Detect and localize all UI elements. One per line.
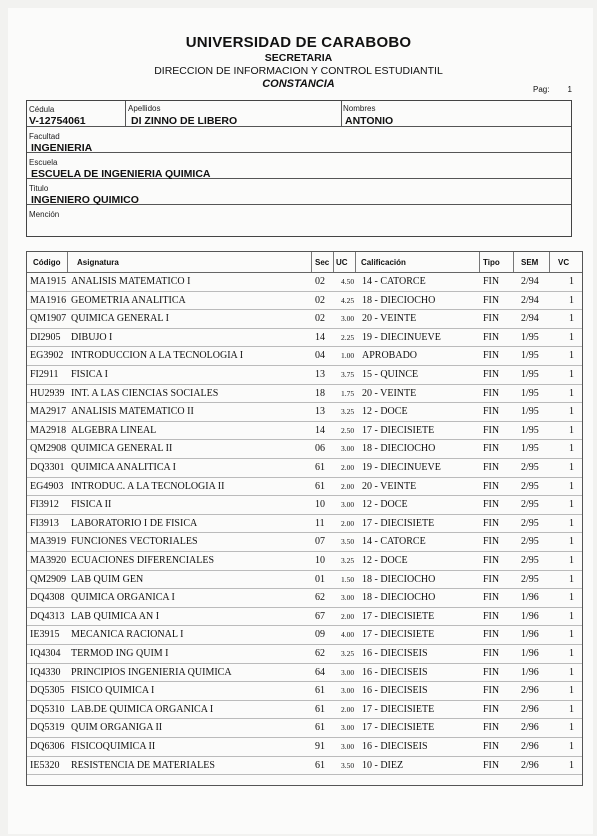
cell-asignatura: FISICO QUIMICA I	[71, 685, 155, 697]
cell-vc: 1	[569, 741, 574, 752]
cell-asignatura: LAB QUIMICA AN I	[71, 610, 160, 622]
cell-tipo: FIN	[483, 443, 500, 455]
cell-uc: 3.00	[341, 500, 355, 510]
col-vc: VC	[558, 258, 570, 267]
cell-sec: 06	[315, 443, 325, 455]
cell-uc: 3.25	[341, 649, 355, 658]
cell-sem: 2/94	[521, 294, 539, 306]
cell-codigo: DQ6306	[30, 741, 65, 752]
cell-uc: 3.50	[341, 537, 355, 547]
cell-calificacion: 18 - DIECIOCHO	[362, 592, 436, 604]
cell-sem: 1/95	[521, 369, 539, 380]
cell-uc: 2.00	[341, 704, 355, 714]
cell-tipo: FIN	[483, 629, 500, 641]
cell-asignatura: QUIMICA GENERAL I	[71, 313, 169, 325]
cell-uc: 4.00	[341, 630, 355, 640]
cell-calificacion: 14 - CATORCE	[362, 536, 426, 548]
table-row	[27, 514, 582, 534]
cell-codigo: IE5320	[30, 759, 60, 771]
cell-tipo: FIN	[483, 294, 500, 306]
cell-codigo: FI3913	[30, 517, 59, 529]
cell-sec: 91	[315, 741, 325, 752]
cell-vc: 1	[569, 443, 574, 455]
cell-sec: 09	[315, 629, 325, 641]
cell-vc: 1	[569, 685, 574, 697]
cell-vc: 1	[569, 648, 574, 659]
table-row	[27, 681, 582, 701]
cell-sem: 2/95	[521, 536, 539, 548]
cell-vc: 1	[569, 536, 574, 548]
table-row	[27, 439, 582, 459]
cell-asignatura: DIBUJO I	[71, 331, 113, 343]
divider	[513, 252, 514, 272]
cell-asignatura: ANALISIS MATEMATICO I	[71, 276, 191, 287]
nombres-label: Nombres	[343, 104, 376, 113]
divider	[311, 252, 312, 272]
cell-tipo: FIN	[483, 759, 500, 771]
cell-sec: 10	[315, 555, 325, 566]
divider	[355, 252, 356, 272]
table-row	[27, 663, 582, 683]
cell-tipo: FIN	[483, 369, 500, 380]
col-uc: UC	[336, 258, 348, 267]
table-row	[27, 532, 582, 552]
cell-codigo: IE3915	[30, 629, 60, 641]
table-row	[27, 495, 582, 515]
cell-vc: 1	[569, 369, 574, 380]
cell-asignatura: PRINCIPIOS INGENIERIA QUIMICA	[71, 666, 232, 678]
cell-asignatura: MECANICA RACIONAL I	[71, 629, 184, 641]
cell-asignatura: FISICA I	[71, 369, 108, 380]
cell-tipo: FIN	[483, 536, 500, 548]
mencion-row	[27, 205, 571, 235]
cell-vc: 1	[569, 629, 574, 641]
cell-sec: 02	[315, 313, 325, 325]
cell-tipo: FIN	[483, 517, 500, 529]
cell-uc: 3.25	[341, 556, 355, 565]
col-sem: SEM	[521, 258, 539, 267]
cell-vc: 1	[569, 294, 574, 306]
cell-uc: 2.50	[341, 425, 355, 435]
cell-vc: 1	[569, 331, 574, 343]
escuela-value: ESCUELA DE INGENIERIA QUIMICA	[31, 168, 211, 180]
table-row	[27, 737, 582, 757]
cell-tipo: FIN	[483, 276, 500, 287]
table-row	[27, 328, 582, 348]
cell-sem: 1/96	[521, 592, 539, 604]
divider	[67, 252, 68, 272]
table-row	[27, 551, 582, 571]
cell-sem: 1/96	[521, 610, 539, 622]
cell-uc: 3.00	[341, 314, 355, 324]
cell-vc: 1	[569, 480, 574, 492]
cell-asignatura: ALGEBRA LINEAL	[71, 424, 157, 436]
cell-asignatura: TERMOD ING QUIM I	[71, 648, 169, 659]
cell-vc: 1	[569, 517, 574, 529]
cell-codigo: DQ5310	[30, 703, 65, 715]
cell-uc: 3.50	[341, 760, 355, 770]
cell-asignatura: QUIMICA ORGANICA I	[71, 592, 175, 604]
cell-uc: 3.00	[341, 723, 355, 733]
department-title: DIRECCION DE INFORMACION Y CONTROL ESTUDIANTIL	[154, 65, 443, 77]
cell-uc: 2.00	[341, 518, 355, 528]
cell-sem: 2/95	[521, 555, 539, 566]
cell-sem: 2/95	[521, 462, 539, 473]
cell-uc: 1.50	[341, 574, 355, 584]
cell-sem: 1/95	[521, 350, 539, 362]
cell-calificacion: 14 - CATORCE	[362, 276, 426, 287]
cell-vc: 1	[569, 555, 574, 566]
cell-tipo: FIN	[483, 350, 500, 362]
cell-tipo: FIN	[483, 424, 500, 436]
cell-codigo: MA3919	[30, 536, 67, 548]
cell-sem: 2/95	[521, 499, 539, 511]
cell-tipo: FIN	[483, 703, 500, 715]
table-row	[27, 718, 582, 738]
table-row	[27, 607, 582, 627]
cell-calificacion: 15 - QUINCE	[362, 369, 419, 380]
cell-uc: 3.25	[341, 407, 355, 417]
cell-sem: 1/95	[521, 443, 539, 455]
col-codigo: Código	[33, 258, 61, 267]
mencion-label: Mención	[29, 210, 60, 219]
cell-sem: 2/95	[521, 573, 539, 585]
table-row	[27, 625, 582, 645]
identity-row	[27, 101, 571, 127]
cell-vc: 1	[569, 350, 574, 362]
cell-sec: 11	[315, 517, 325, 529]
cell-sec: 04	[315, 350, 325, 362]
cell-codigo: DQ5305	[30, 685, 65, 697]
cell-sec: 61	[315, 722, 325, 734]
cell-uc: 1.75	[341, 388, 355, 398]
cell-tipo: FIN	[483, 406, 500, 418]
cell-asignatura: INTRODUCCION A LA TECNOLOGIA I	[71, 350, 244, 362]
cell-codigo: EG3902	[30, 350, 64, 362]
cell-codigo: HU2939	[30, 387, 65, 399]
cell-calificacion: 17 - DIECISIETE	[362, 629, 435, 641]
cell-vc: 1	[569, 462, 574, 473]
cell-asignatura: FUNCIONES VECTORIALES	[71, 536, 198, 548]
cell-tipo: FIN	[483, 555, 500, 566]
table-row	[27, 644, 582, 664]
cell-vc: 1	[569, 313, 574, 325]
cell-tipo: FIN	[483, 480, 500, 492]
cell-tipo: FIN	[483, 592, 500, 604]
table-row	[27, 756, 582, 776]
cell-asignatura: QUIMICA GENERAL II	[71, 443, 173, 455]
cell-vc: 1	[569, 387, 574, 399]
table-row	[27, 402, 582, 422]
cell-codigo: QM2908	[30, 443, 67, 455]
facultad-value: INGENIERIA	[31, 142, 93, 154]
cell-tipo: FIN	[483, 610, 500, 622]
cell-sem: 1/96	[521, 648, 539, 659]
cell-asignatura: QUIM ORGANIGA II	[71, 722, 163, 734]
cell-asignatura: LAB.DE QUIMICA ORGANICA I	[71, 703, 214, 715]
cell-vc: 1	[569, 610, 574, 622]
cell-uc: 1.00	[341, 351, 355, 361]
cell-sec: 62	[315, 648, 325, 659]
cell-calificacion: 20 - VEINTE	[362, 387, 417, 399]
cell-sec: 14	[315, 424, 325, 436]
cell-asignatura: FISICA II	[71, 499, 112, 511]
apellidos-label: Apellidos	[128, 104, 161, 113]
cell-vc: 1	[569, 406, 574, 418]
cell-vc: 1	[569, 573, 574, 585]
cell-uc: 3.00	[341, 742, 355, 751]
titulo-label: Titulo	[29, 184, 49, 193]
cell-sec: 62	[315, 592, 325, 604]
cell-tipo: FIN	[483, 648, 500, 659]
cell-uc: 3.00	[341, 593, 355, 603]
cell-sec: 64	[315, 666, 325, 678]
cell-uc: 2.00	[341, 463, 355, 472]
cell-uc: 2.00	[341, 481, 355, 491]
facultad-row	[27, 127, 571, 153]
cell-sem: 1/95	[521, 406, 539, 418]
cell-tipo: FIN	[483, 462, 500, 473]
cell-calificacion: 17 - DIECISIETE	[362, 424, 435, 436]
apellidos-value: DI ZINNO DE LIBERO	[131, 115, 238, 127]
cedula-label: Cédula	[29, 105, 55, 114]
col-calificacion: Calificación	[361, 258, 406, 267]
cell-sec: 13	[315, 406, 325, 418]
nombres-value: ANTONIO	[345, 115, 394, 127]
cell-calificacion: 16 - DIECISEIS	[362, 666, 428, 678]
cell-sec: 07	[315, 536, 325, 548]
cell-uc: 4.25	[341, 295, 355, 305]
cell-sem: 1/96	[521, 629, 539, 641]
divider	[479, 252, 480, 272]
table-row	[27, 458, 582, 478]
document-type: CONSTANCIA	[262, 78, 335, 90]
cell-uc: 2.00	[341, 611, 355, 621]
titulo-value: INGENIERO QUIMICO	[31, 194, 139, 206]
cell-codigo: DI2905	[30, 331, 61, 343]
cell-calificacion: 12 - DOCE	[362, 406, 408, 418]
table-row	[27, 384, 582, 404]
cell-sem: 2/95	[521, 480, 539, 492]
cell-asignatura: LAB QUIM GEN	[71, 573, 144, 585]
table-row	[27, 588, 582, 608]
escuela-label: Escuela	[29, 158, 58, 167]
cell-sec: 14	[315, 331, 325, 343]
cell-asignatura: FISICOQUIMICA II	[71, 741, 156, 752]
office-title: SECRETARIA	[264, 52, 333, 64]
cell-uc: 2.25	[341, 332, 355, 342]
table-row	[27, 272, 582, 292]
cedula-value: V-12754061	[29, 115, 86, 127]
cell-sem: 1/95	[521, 424, 539, 436]
cell-tipo: FIN	[483, 741, 500, 752]
cell-calificacion: 20 - VEINTE	[362, 313, 417, 325]
page-indicator	[533, 85, 572, 94]
cell-calificacion: 12 - DOCE	[362, 555, 408, 566]
col-tipo: Tipo	[483, 258, 500, 267]
university-title: UNIVERSIDAD DE CARABOBO	[185, 34, 412, 51]
cell-tipo: FIN	[483, 685, 500, 697]
cell-calificacion: 19 - DIECINUEVE	[362, 331, 441, 343]
cell-vc: 1	[569, 703, 574, 715]
cell-sec: 10	[315, 499, 325, 511]
cell-sem: 1/95	[521, 387, 539, 399]
table-row	[27, 570, 582, 590]
page-label: Pag:	[533, 85, 550, 94]
cell-calificacion: 12 - DOCE	[362, 499, 408, 511]
cell-tipo: FIN	[483, 722, 500, 734]
cell-sec: 61	[315, 480, 325, 492]
cell-tipo: FIN	[483, 499, 500, 511]
col-asignatura: Asignatura	[77, 258, 119, 267]
table-row	[27, 477, 582, 497]
cell-sec: 61	[315, 703, 325, 715]
cell-sem: 2/96	[521, 722, 539, 734]
col-sec: Sec	[315, 258, 330, 267]
page-number: 1	[567, 85, 572, 94]
divider	[125, 101, 126, 126]
table-row	[27, 309, 582, 329]
cell-codigo: QM1907	[30, 313, 67, 325]
cell-calificacion: 17 - DIECISIETE	[362, 610, 435, 622]
cell-codigo: IQ4304	[30, 648, 61, 659]
cell-sem: 2/95	[521, 517, 539, 529]
cell-tipo: FIN	[483, 387, 500, 399]
cell-calificacion: 17 - DIECISIETE	[362, 517, 435, 529]
table-row	[27, 365, 582, 385]
cell-calificacion: 16 - DIECISEIS	[362, 685, 428, 697]
cell-calificacion: 17 - DIECISIETE	[362, 703, 435, 715]
table-row	[27, 291, 582, 311]
cell-vc: 1	[569, 759, 574, 771]
cell-codigo: MA1916	[30, 294, 67, 306]
cell-calificacion: 18 - DIECIOCHO	[362, 573, 436, 585]
cell-sem: 1/96	[521, 666, 539, 678]
cell-calificacion: 18 - DIECIOCHO	[362, 294, 436, 306]
cell-uc: 4.50	[341, 277, 355, 286]
cell-vc: 1	[569, 424, 574, 436]
cell-tipo: FIN	[483, 331, 500, 343]
cell-uc: 3.00	[341, 686, 355, 696]
titulo-row	[27, 179, 571, 205]
cell-tipo: FIN	[483, 313, 500, 325]
cell-calificacion: APROBADO	[362, 350, 418, 362]
cell-codigo: FI2911	[30, 369, 59, 380]
cell-sec: 61	[315, 685, 325, 697]
cell-codigo: MA3920	[30, 555, 67, 566]
cell-calificacion: 16 - DIECISEIS	[362, 648, 428, 659]
cell-asignatura: INTRODUC. A LA TECNOLOGIA II	[71, 480, 225, 492]
cell-calificacion: 20 - VEINTE	[362, 480, 417, 492]
escuela-row	[27, 153, 571, 179]
cell-codigo: QM2909	[30, 573, 67, 585]
divider	[333, 252, 334, 272]
cell-sec: 02	[315, 294, 325, 306]
cell-calificacion: 17 - DIECISIETE	[362, 722, 435, 734]
table-row	[27, 421, 582, 441]
cell-asignatura: LABORATORIO I DE FISICA	[71, 517, 198, 529]
cell-sec: 02	[315, 276, 325, 287]
facultad-label: Facultad	[29, 132, 60, 141]
cell-sem: 2/96	[521, 685, 539, 697]
cell-sec: 67	[315, 610, 325, 622]
cell-uc: 3.00	[341, 667, 355, 677]
cell-codigo: MA1915	[30, 276, 67, 287]
cell-codigo: FI3912	[30, 499, 59, 511]
cell-codigo: DQ3301	[30, 462, 65, 473]
cell-tipo: FIN	[483, 666, 500, 678]
student-info-box	[26, 100, 572, 237]
cell-calificacion: 19 - DIECINUEVE	[362, 462, 441, 473]
cell-vc: 1	[569, 592, 574, 604]
divider	[549, 252, 550, 272]
cell-codigo: MA2918	[30, 424, 67, 436]
cell-asignatura: GEOMETRIA ANALITICA	[71, 294, 186, 306]
divider	[341, 101, 342, 126]
cell-asignatura: ANALISIS MATEMATICO II	[71, 406, 194, 418]
cell-calificacion: 18 - DIECIOCHO	[362, 443, 436, 455]
cell-codigo: DQ4313	[30, 610, 65, 622]
cell-calificacion: 16 - DIECISEIS	[362, 741, 428, 752]
cell-codigo: DQ5319	[30, 722, 65, 734]
cell-codigo: MA2917	[30, 406, 67, 418]
table-row	[27, 346, 582, 366]
table-row	[27, 700, 582, 720]
cell-sem: 1/95	[521, 331, 539, 343]
cell-sem: 2/96	[521, 703, 539, 715]
cell-sem: 2/96	[521, 741, 539, 752]
cell-calificacion: 10 - DIEZ	[362, 759, 404, 771]
cell-tipo: FIN	[483, 573, 500, 585]
cell-sec: 18	[315, 387, 325, 399]
cell-vc: 1	[569, 276, 574, 287]
cell-sec: 61	[315, 462, 325, 473]
cell-uc: 3.00	[341, 444, 355, 454]
cell-sec: 13	[315, 369, 325, 380]
cell-codigo: EG4903	[30, 480, 64, 492]
cell-sem: 2/96	[521, 759, 539, 771]
cell-sem: 2/94	[521, 313, 539, 325]
cell-uc: 3.75	[341, 370, 355, 379]
cell-codigo: IQ4330	[30, 666, 61, 678]
cell-vc: 1	[569, 722, 574, 734]
cell-vc: 1	[569, 666, 574, 678]
grades-table	[26, 251, 583, 786]
cell-asignatura: RESISTENCIA DE MATERIALES	[71, 759, 215, 771]
cell-asignatura: INT. A LAS CIENCIAS SOCIALES	[71, 387, 219, 399]
cell-asignatura: QUIMICA ANALITICA I	[71, 462, 176, 473]
cell-asignatura: ECUACIONES DIFERENCIALES	[71, 555, 215, 566]
cell-codigo: DQ4308	[30, 592, 65, 604]
cell-sec: 61	[315, 759, 325, 771]
cell-vc: 1	[569, 499, 574, 511]
cell-sec: 01	[315, 573, 325, 585]
table-header	[27, 252, 582, 273]
cell-sem: 2/94	[521, 276, 539, 287]
